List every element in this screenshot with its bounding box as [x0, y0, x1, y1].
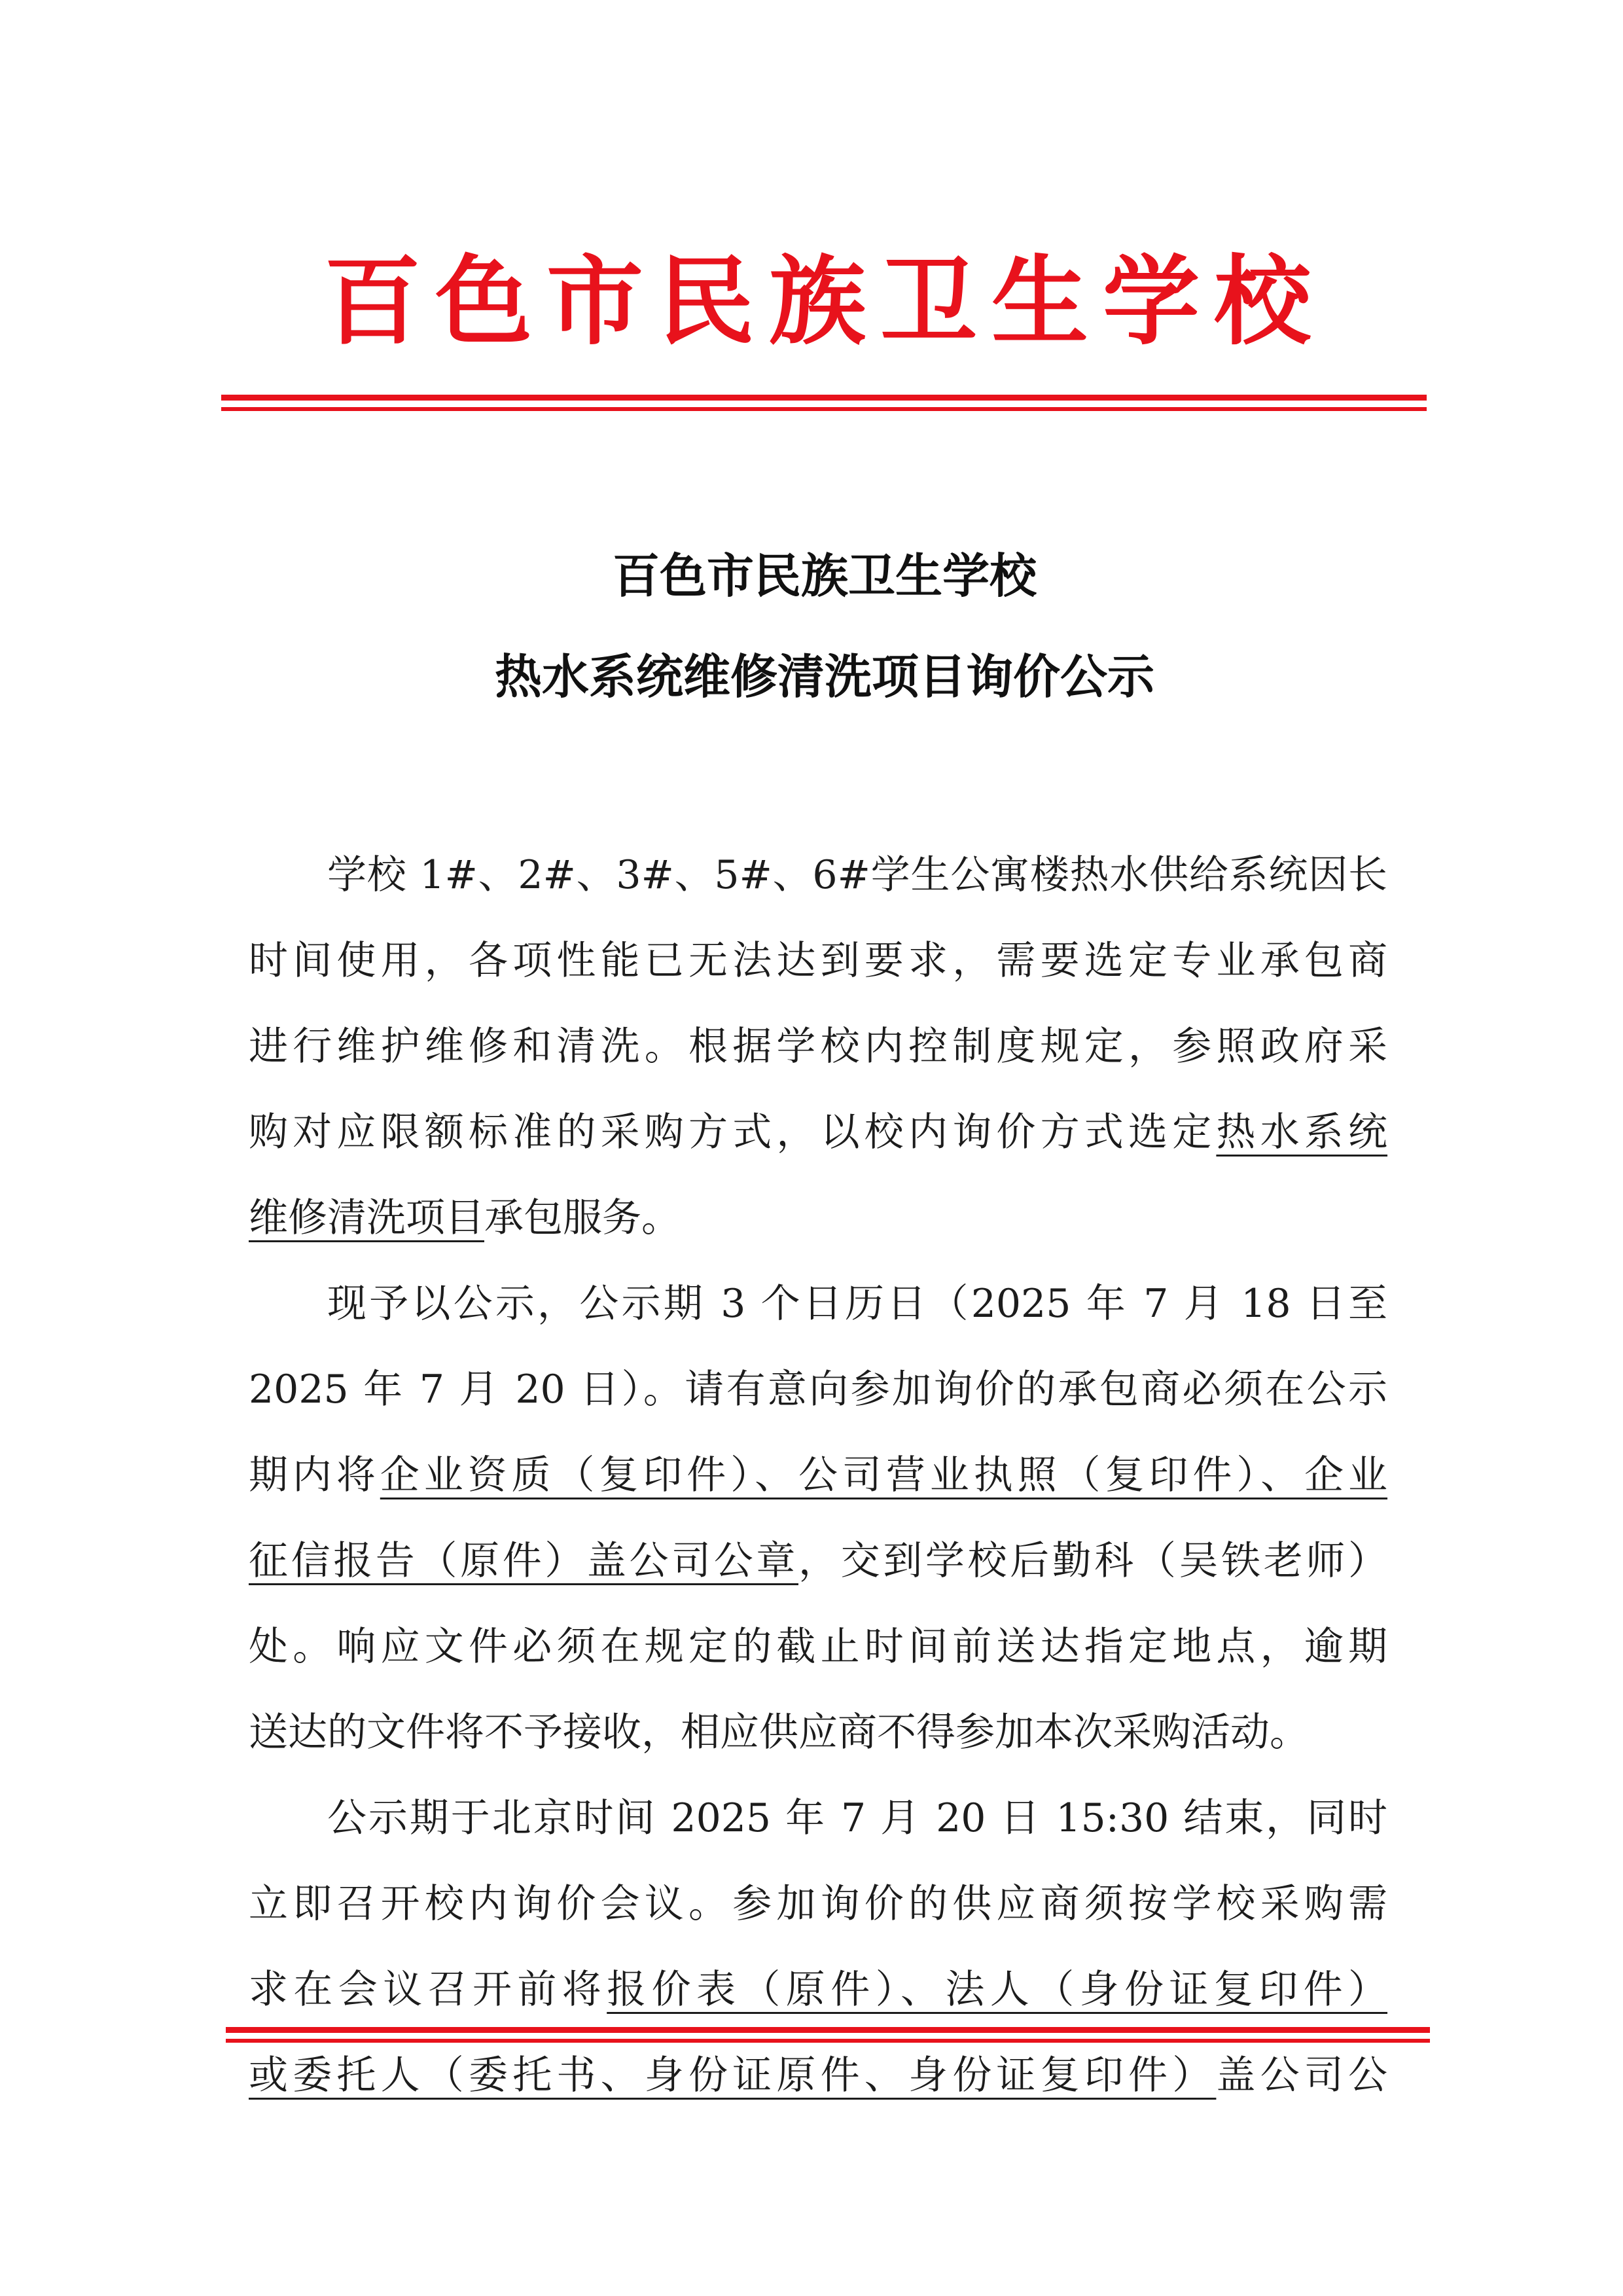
body-line — [249, 918, 1387, 1004]
doc-title-line-2: 热水系统维修清洗项目询价公示 — [494, 649, 1154, 704]
masthead-rule-bottom — [221, 407, 1427, 411]
body-line — [249, 1261, 1387, 1347]
underlined-text: 或委托人（委托书、身份证原件、身份证复印件） — [249, 2053, 1217, 2098]
body-text: 处。响应文件必须在规定的截止时间前送达指定地点，逾期 — [249, 1624, 1387, 1670]
body-text: 公示期于北京时间 2025 年 7 月 20 日 15:30 结束，同时 — [327, 1795, 1387, 1841]
body-text: 2025 年 7 月 20 日）。请有意向参加询价的承包商必须在公示 — [249, 1367, 1387, 1412]
body-line — [249, 1604, 1387, 1690]
body-line — [249, 1518, 1387, 1604]
underlined-text: 热水系统 — [1216, 1109, 1388, 1155]
body-line — [249, 1776, 1387, 1861]
body-text: 盖公司公 — [1216, 2053, 1388, 2098]
body-text: 进行维护维修和清洗。根据学校内控制度规定，参照政府采 — [249, 1024, 1387, 1069]
underlined-text: 企业资质（复印件）、公司营业执照（复印件）、企业 — [380, 1452, 1388, 1498]
body-text: 求在会议召开前将 — [249, 1967, 607, 2013]
underlined-text: 维修清洗项目 — [249, 1195, 484, 1241]
body-line — [249, 1947, 1387, 2033]
document-body — [249, 833, 1387, 2119]
body-text: ，交到学校后勤科（吴铁老师） — [798, 1538, 1387, 1584]
masthead-rule-top — [221, 395, 1427, 401]
body-line — [249, 833, 1387, 918]
body-line — [249, 2033, 1387, 2119]
body-text: 现予以公示，公示期 3 个日历日（2025 年 7 月 18 日至 — [327, 1281, 1387, 1327]
body-text: 立即召开校内询价会议。参加询价的供应商须按学校采购需 — [249, 1881, 1387, 1927]
body-line — [249, 1433, 1387, 1518]
body-line — [249, 1004, 1387, 1090]
masthead-title: 百色市民族卫生学校 — [324, 244, 1325, 358]
underlined-text: 报价表（原件）、法人（身份证复印件） — [607, 1967, 1388, 2013]
body-text: 学校 1#、2#、3#、5#、6#学生公寓楼热水供给系统因长 — [327, 852, 1387, 898]
body-line — [249, 1861, 1387, 1947]
body-line — [249, 1175, 1387, 1261]
body-line — [249, 1090, 1387, 1175]
footer-rule-bottom — [226, 2039, 1430, 2043]
footer-rule-top — [226, 2027, 1430, 2033]
body-text: 购对应限额标准的采购方式，以校内询价方式选定 — [249, 1109, 1217, 1155]
doc-title-line-1: 百色市民族卫生学校 — [612, 548, 1037, 603]
body-text: 时间使用，各项性能已无法达到要求，需要选定专业承包商 — [249, 938, 1387, 984]
body-text: 送达的文件将不予接收，相应供应商不得参加本次采购活动。 — [249, 1710, 1309, 1755]
underlined-text: 征信报告（原件）盖公司公章 — [249, 1538, 798, 1584]
body-line — [249, 1347, 1387, 1433]
body-text: 期内将 — [249, 1452, 380, 1498]
body-text: 承包服务。 — [484, 1195, 681, 1241]
body-line — [249, 1690, 1387, 1776]
